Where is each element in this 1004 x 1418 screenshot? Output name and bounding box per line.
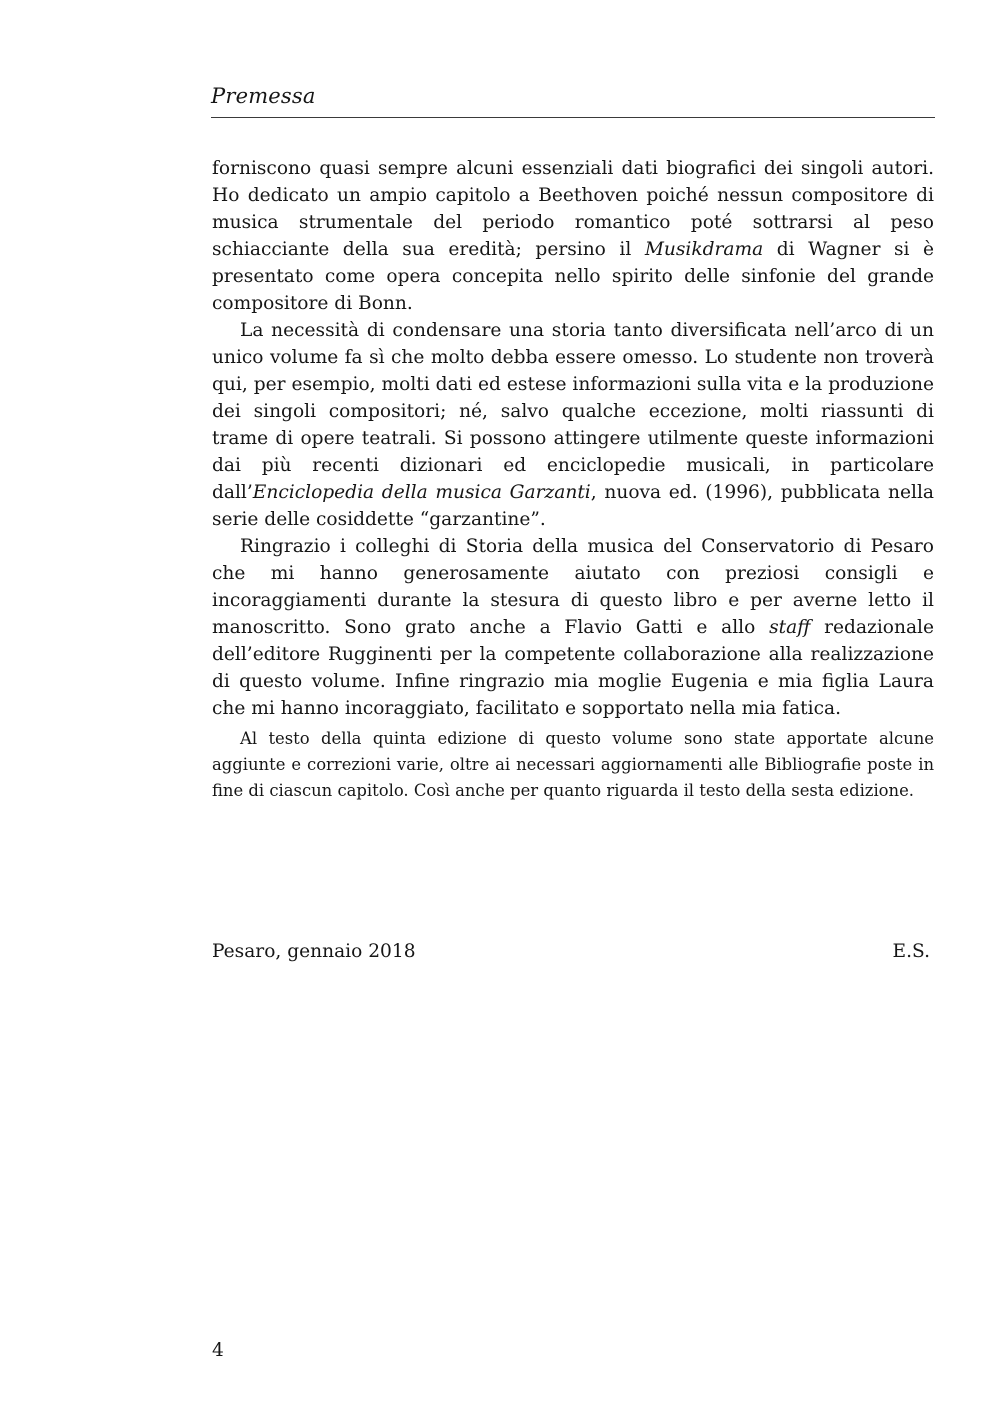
paragraph-edition-note: Al testo della quinta edizione di questo volume sono state apportate alcune aggiunte e correzioni varie, oltre ai necessari aggiornamenti alle Bibliografie poste in fine di ciascun capitolo. Così anche per quanto riguarda il testo della sesta edizione. [212,729,934,800]
emphasis-staff: staff [769,617,811,638]
paragraph-text: Ringrazio i colleghi di Storia della musica del Conservatorio di Pesaro che mi hanno generosamente aiutato con preziosi consigli e incoraggiamenti durante la stesura di questo libro e per averne letto il manoscritto. Sono grato anche a Flavio Gatti e allo [212,536,934,638]
main-text [212,155,934,804]
paragraph-text: redazionale dell’editore Rugginenti per la competente collaborazione alla realizzazione di questo volume. Infine ringrazio mia moglie Eugenia e mia figlia Laura che mi hanno incoraggiato, facilitato e sopportato nella mia fatica. [212,617,934,719]
emphasis-musikdrama: Musikdrama [644,239,764,260]
emphasis-enciclopedia: Enciclopedia della musica Garzanti [252,482,591,503]
paragraph-text: La necessità di condensare una storia tanto diversificata nell’arco di un unico volume fa sì che molto debba essere omesso. Lo studente non troverà qui, per esempio, molti dati ed estese informazioni sulla vita e la produzione dei singoli compositori; né, salvo qualche eccezione, molti riassunti di trame di opere teatrali. Si possono attingere utilmente queste informazioni dai più recenti dizionari ed enciclopedie musicali, in particolare dall’ [212,320,934,503]
running-header [211,84,935,118]
paragraph-scope [212,317,934,533]
paragraph-text: forniscono quasi sempre alcuni essenziali dati biografici dei singoli autori. Ho dedicato un ampio capitolo a Beethoven poiché nessun compositore di musica strumentale del periodo romantico poté sottrarsi al peso schiacciante della sua eredità; persino il [212,158,934,260]
author-initials: E.S. [892,941,930,962]
paragraph-text: , nuova ed. (1996), pubblicata nella serie delle cosiddette “garzantine”. [212,482,935,530]
paragraph-biographical-note [212,155,934,317]
running-header-title: Premessa [211,84,316,108]
page-number: 4 [212,1340,224,1361]
paragraph-text: di Wagner si è presentato come opera concepita nello spirito delle sinfonie del grande compositore di Bonn. [212,239,934,314]
place-date: Pesaro, gennaio 2018 [212,941,416,962]
paragraph-acknowledgements [212,533,934,722]
